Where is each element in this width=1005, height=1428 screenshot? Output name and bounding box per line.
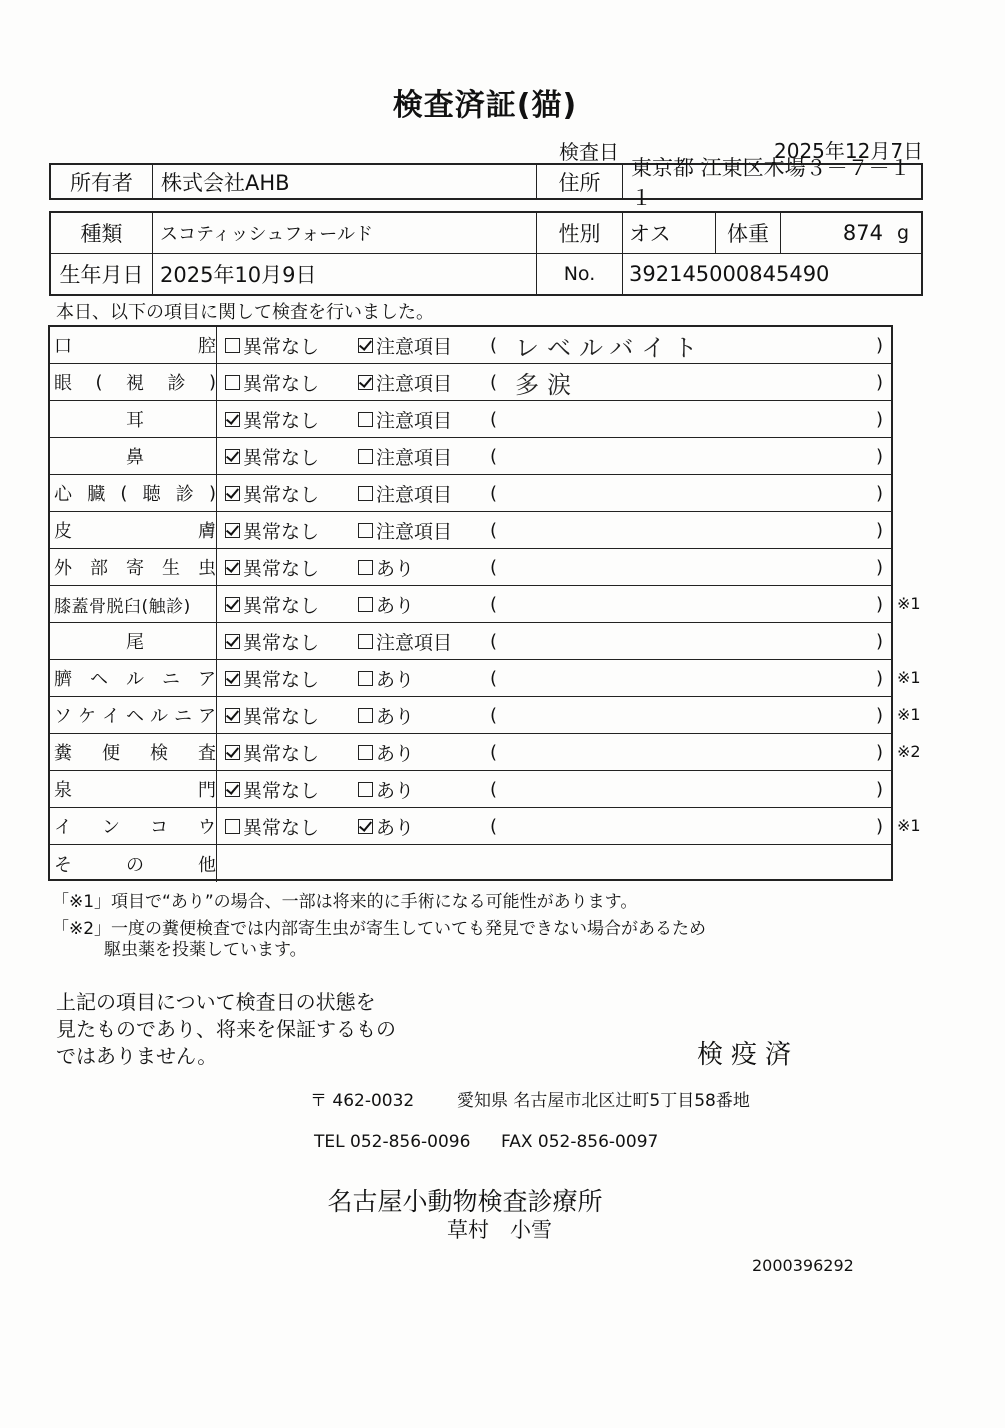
- present-checkbox[interactable]: [358, 597, 373, 612]
- present-checkbox[interactable]: [358, 671, 373, 686]
- option-normal-label: 異常なし: [243, 446, 320, 469]
- item-label: [54, 808, 216, 844]
- item-label-part: ア: [198, 669, 216, 690]
- note-paren-close: ): [876, 556, 884, 578]
- item-label-part: ヘ: [126, 706, 144, 727]
- option-alt-label: 注意項目: [376, 483, 453, 506]
- item-label-part: (: [95, 371, 103, 393]
- option-normal-label: 異常なし: [243, 520, 320, 543]
- item-label: [54, 549, 216, 585]
- item-label-part: 臍: [54, 669, 72, 690]
- note-paren-close: ): [876, 630, 884, 652]
- note-paren-close: ): [876, 778, 884, 800]
- checklist-row: [50, 401, 891, 438]
- normal-checkbox[interactable]: [225, 523, 240, 538]
- address-label: 住所: [537, 165, 623, 198]
- normal-checkbox[interactable]: [225, 819, 240, 834]
- option-present[interactable]: [358, 734, 414, 770]
- weight-value: 874: [842, 221, 883, 245]
- option-normal[interactable]: [225, 364, 319, 400]
- animal-table: [49, 211, 923, 296]
- item-label-part: コ: [150, 817, 168, 838]
- checklist-row: [50, 364, 891, 401]
- option-normal[interactable]: [225, 327, 319, 363]
- option-normal[interactable]: [225, 475, 319, 511]
- option-present[interactable]: [358, 660, 414, 696]
- option-normal[interactable]: [225, 697, 319, 733]
- item-label-part: 聴: [142, 484, 161, 505]
- note-paren-open: (: [490, 593, 498, 615]
- normal-checkbox[interactable]: [225, 338, 240, 353]
- clinic-name: 名古屋小動物検査診療所: [327, 1187, 603, 1216]
- weight-field: [781, 213, 921, 253]
- item-label-part: 便: [102, 743, 120, 764]
- intro-text: 本日、以下の項目に関して検査を行いました。: [56, 302, 434, 323]
- item-label: [54, 623, 216, 659]
- option-caution[interactable]: [358, 475, 452, 511]
- item-label: [54, 327, 216, 363]
- caution-checkbox[interactable]: [358, 523, 373, 538]
- owner-table: [49, 155, 923, 210]
- item-label: [54, 734, 216, 770]
- item-label-part: 寄: [126, 558, 144, 579]
- normal-checkbox[interactable]: [225, 412, 240, 427]
- footnote-2-continued: 駆虫薬を投薬しています。: [104, 940, 307, 960]
- note-paren-open: (: [490, 445, 498, 467]
- item-label-part: (: [120, 482, 128, 504]
- normal-checkbox[interactable]: [225, 671, 240, 686]
- note-paren-close: ): [876, 704, 884, 726]
- present-checkbox[interactable]: [358, 782, 373, 797]
- note-paren-close: ): [876, 482, 884, 504]
- option-caution[interactable]: [358, 364, 452, 400]
- no-label: No.: [537, 253, 623, 294]
- option-normal-label: 異常なし: [243, 409, 320, 432]
- checklist-row: [50, 660, 891, 697]
- note-paren-open: (: [490, 815, 498, 837]
- sex-label: 性別: [537, 213, 623, 253]
- option-normal-label: 異常なし: [243, 779, 320, 802]
- item-label: [54, 475, 216, 511]
- option-normal[interactable]: [225, 660, 319, 696]
- owner-address: 東京都 江東区木場３－７－１１: [631, 155, 911, 210]
- footnote-mark: ※1: [897, 816, 921, 835]
- note-paren-open: (: [490, 519, 498, 541]
- item-label: [54, 771, 216, 807]
- option-normal-label: 異常なし: [243, 631, 320, 654]
- item-label-part: 腔: [198, 336, 216, 357]
- option-alt-label: 注意項目: [376, 409, 453, 432]
- quarantine-stamp: 検疫済: [697, 1040, 800, 1070]
- item-label-part: ケ: [78, 706, 96, 727]
- item-label-part: 膚: [198, 521, 216, 542]
- footnote-1: 「※1」項目で“あり”の場合、一部は将来的に手術になる可能性があります。: [52, 892, 638, 912]
- option-caution[interactable]: [358, 401, 452, 437]
- item-label-part: ソ: [54, 706, 72, 727]
- option-alt-label: あり: [376, 557, 415, 580]
- checklist-row: [50, 512, 891, 549]
- clinic-address: 愛知県 名古屋市北区辻町5丁目58番地: [457, 1091, 750, 1111]
- item-label-part: ヘ: [90, 669, 108, 690]
- item-label-part: 臓: [87, 484, 106, 505]
- sex-value: オス: [623, 213, 716, 253]
- option-normal-label: 異常なし: [243, 557, 320, 580]
- note-paren-open: (: [490, 371, 498, 393]
- item-label-part: 泉: [54, 780, 72, 801]
- option-normal-label: 異常なし: [243, 335, 320, 358]
- note-paren-open: (: [490, 408, 498, 430]
- disclaimer-line: 上記の項目について検査日の状態を: [56, 990, 376, 1014]
- item-label-part: ): [208, 482, 216, 504]
- note-paren-close: ): [876, 519, 884, 541]
- note-paren-open: (: [490, 741, 498, 763]
- option-alt-label: あり: [376, 668, 415, 691]
- postal-code: 〒 462-0032: [310, 1091, 415, 1111]
- option-normal-label: 異常なし: [243, 668, 320, 691]
- footnote-2: 「※2」一度の糞便検査では内部寄生虫が寄生していても発見できない場合があるため: [52, 919, 707, 939]
- item-label-part: 診: [175, 484, 194, 505]
- checklist-row: [50, 808, 891, 845]
- note-paren-open: (: [490, 482, 498, 504]
- present-checkbox[interactable]: [358, 708, 373, 723]
- option-normal[interactable]: [225, 549, 319, 585]
- option-normal-label: 異常なし: [243, 742, 320, 765]
- option-alt-label: 注意項目: [376, 372, 453, 395]
- caution-checkbox[interactable]: [358, 449, 373, 464]
- present-checkbox[interactable]: [358, 560, 373, 575]
- option-normal[interactable]: [225, 734, 319, 770]
- option-present[interactable]: [358, 808, 414, 844]
- option-normal[interactable]: [225, 623, 319, 659]
- owner-label: 所有者: [51, 165, 153, 198]
- option-present[interactable]: [358, 549, 414, 585]
- option-normal-label: 異常なし: [243, 483, 320, 506]
- option-alt-label: あり: [376, 816, 415, 839]
- item-label: [54, 401, 216, 437]
- normal-checkbox[interactable]: [225, 782, 240, 797]
- normal-checkbox[interactable]: [225, 560, 240, 575]
- option-normal[interactable]: [225, 586, 319, 622]
- footnote-mark: ※1: [897, 705, 921, 724]
- option-normal[interactable]: [225, 771, 319, 807]
- disclaimer-line: ではありません。: [56, 1044, 218, 1068]
- item-label-part: 外: [54, 558, 72, 579]
- option-alt-label: 注意項目: [376, 335, 453, 358]
- veterinarian-name: 草村 小雪: [447, 1218, 552, 1242]
- item-label-part: 検: [150, 743, 168, 764]
- item-label: [54, 364, 216, 400]
- option-normal-label: 異常なし: [243, 705, 320, 728]
- disclaimer: [56, 989, 396, 1070]
- weight-unit: g: [896, 222, 909, 244]
- normal-checkbox[interactable]: [225, 449, 240, 464]
- owner-value: 株式会社AHB: [153, 165, 537, 198]
- caution-checkbox[interactable]: [358, 338, 373, 353]
- item-label-part: 耳: [126, 410, 144, 431]
- item-label: [54, 512, 216, 548]
- item-label-part: 眼: [54, 373, 72, 394]
- item-label-part: ウ: [198, 817, 216, 838]
- option-caution[interactable]: [358, 438, 452, 474]
- checklist-row: [50, 734, 891, 771]
- caution-checkbox[interactable]: [358, 412, 373, 427]
- birth-value: 2025年10月9日: [153, 253, 537, 294]
- item-label-part: ル: [126, 669, 144, 690]
- item-label: [54, 660, 216, 696]
- option-present[interactable]: [358, 697, 414, 733]
- note-paren-open: (: [490, 556, 498, 578]
- normal-checkbox[interactable]: [225, 634, 240, 649]
- microchip-no: 392145000845490: [629, 261, 830, 286]
- option-normal[interactable]: [225, 401, 319, 437]
- option-caution[interactable]: [358, 512, 452, 548]
- clinic-tel: TEL 052-856-0096: [314, 1132, 471, 1152]
- weight-label: 体重: [716, 213, 781, 253]
- item-label-part: 生: [162, 558, 180, 579]
- note-paren-close: ): [876, 667, 884, 689]
- option-alt-label: あり: [376, 705, 415, 728]
- checklist-row: [50, 475, 891, 512]
- option-normal[interactable]: [225, 512, 319, 548]
- note-paren-open: (: [490, 704, 498, 726]
- item-label-part: 膝蓋骨脱臼(触診): [54, 596, 191, 617]
- item-label-part: ル: [150, 706, 168, 727]
- checklist-row: [50, 623, 891, 660]
- item-label-part: 虫: [198, 558, 216, 579]
- option-normal[interactable]: [225, 808, 319, 844]
- option-alt-label: あり: [376, 742, 415, 765]
- note-paren-open: (: [490, 778, 498, 800]
- option-present[interactable]: [358, 771, 414, 807]
- note-paren-close: ): [876, 408, 884, 430]
- option-normal-label: 異常なし: [243, 372, 320, 395]
- checklist-row: [50, 586, 891, 623]
- option-caution[interactable]: [358, 623, 452, 659]
- checklist-row: [50, 549, 891, 586]
- present-checkbox[interactable]: [358, 819, 373, 834]
- item-label-part: イ: [54, 817, 72, 838]
- item-label-part: 視: [126, 373, 144, 394]
- normal-checkbox[interactable]: [225, 375, 240, 390]
- item-label-part: 口: [54, 336, 72, 357]
- handwritten-note: レベルバイト: [515, 333, 706, 362]
- item-label-part: 尾: [126, 632, 144, 653]
- item-label-part: 心: [54, 484, 72, 505]
- note-paren-close: ): [876, 334, 884, 356]
- checklist-row: [50, 845, 891, 882]
- caution-checkbox[interactable]: [358, 634, 373, 649]
- item-label: [54, 845, 216, 882]
- item-label-part: ン: [102, 817, 120, 838]
- checklist-row: [50, 438, 891, 475]
- item-label-part: 皮: [54, 521, 72, 542]
- handwritten-note: 多涙: [515, 370, 579, 399]
- item-label-part: 鼻: [126, 447, 144, 468]
- item-label-part: そ: [54, 854, 72, 876]
- option-caution[interactable]: [358, 327, 452, 363]
- item-label-part: 他: [198, 854, 216, 876]
- option-present[interactable]: [358, 586, 414, 622]
- footnote-mark: ※1: [897, 668, 921, 687]
- normal-checkbox[interactable]: [225, 708, 240, 723]
- item-label: [54, 586, 216, 622]
- item-label-part: ニ: [174, 706, 192, 727]
- clinic-fax: FAX 052-856-0097: [501, 1132, 659, 1152]
- checklist-row: [50, 771, 891, 808]
- note-paren-close: ): [876, 741, 884, 763]
- inspection-checklist: [48, 325, 893, 881]
- note-paren-close: ): [876, 445, 884, 467]
- checklist-row: [50, 327, 891, 364]
- inspection-date: 2025年12月7日: [774, 139, 924, 163]
- item-label-part: ア: [198, 706, 216, 727]
- normal-checkbox[interactable]: [225, 745, 240, 760]
- note-paren-close: ): [876, 815, 884, 837]
- footnote-mark: ※1: [897, 594, 921, 613]
- caution-checkbox[interactable]: [358, 486, 373, 501]
- option-normal[interactable]: [225, 438, 319, 474]
- note-paren-close: ): [876, 371, 884, 393]
- breed-value: スコティッシュフォールド: [153, 213, 537, 253]
- normal-checkbox[interactable]: [225, 486, 240, 501]
- note-paren-open: (: [490, 630, 498, 652]
- note-paren-close: ): [876, 593, 884, 615]
- item-label-part: 診: [167, 373, 186, 394]
- present-checkbox[interactable]: [358, 745, 373, 760]
- item-label-part: イ: [102, 706, 120, 727]
- footnote-mark: ※2: [897, 742, 921, 761]
- inspection-date-label: 検査日: [559, 140, 619, 164]
- normal-checkbox[interactable]: [225, 597, 240, 612]
- breed-label: 種類: [51, 213, 153, 253]
- item-label: [54, 438, 216, 474]
- birth-label: 生年月日: [51, 253, 153, 294]
- option-alt-label: あり: [376, 779, 415, 802]
- option-alt-label: あり: [376, 594, 415, 617]
- note-paren-open: (: [490, 667, 498, 689]
- item-label-part: 糞: [54, 743, 72, 764]
- caution-checkbox[interactable]: [358, 375, 373, 390]
- item-label-part: 門: [198, 780, 216, 801]
- option-normal-label: 異常なし: [243, 816, 320, 839]
- item-label-part: 査: [198, 743, 216, 764]
- document-number: 2000396292: [752, 1256, 854, 1275]
- option-alt-label: 注意項目: [376, 520, 453, 543]
- note-paren-open: (: [490, 334, 498, 356]
- item-label-part: 部: [90, 558, 108, 579]
- checklist-row: [50, 697, 891, 734]
- document-title: 検査済証(猫): [392, 88, 578, 123]
- option-alt-label: 注意項目: [376, 631, 453, 654]
- item-label-part: ): [208, 371, 216, 393]
- item-label-part: ニ: [162, 669, 180, 690]
- item-label: [54, 697, 216, 733]
- option-normal-label: 異常なし: [243, 594, 320, 617]
- option-alt-label: 注意項目: [376, 446, 453, 469]
- item-label-part: の: [126, 854, 144, 876]
- disclaimer-line: 見たものであり、将来を保証するもの: [56, 1017, 396, 1041]
